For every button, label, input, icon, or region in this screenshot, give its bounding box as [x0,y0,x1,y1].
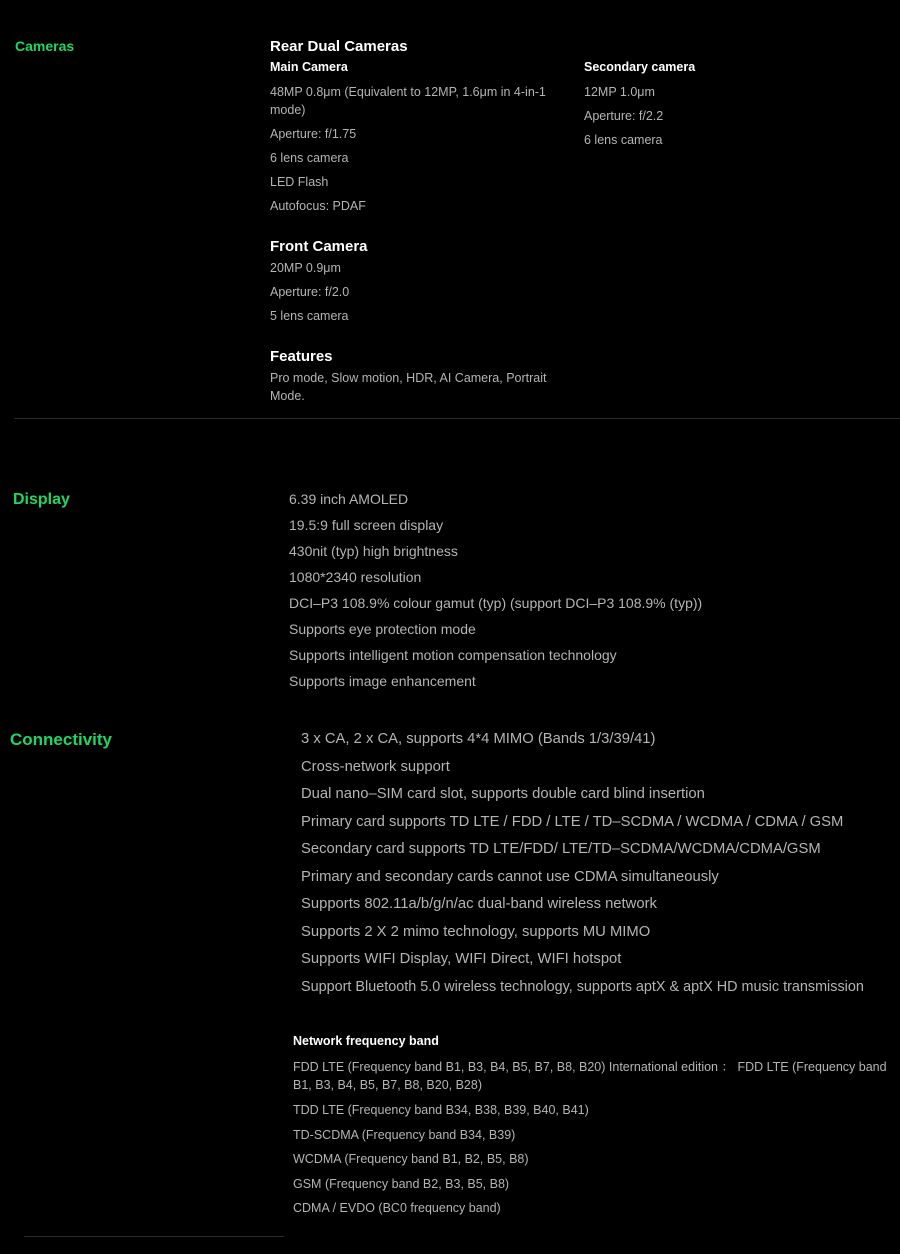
secondary-camera-spec: 12MP 1.0μm [584,85,655,99]
display-spec: 430nit (typ) high brightness [289,543,458,559]
secondary-camera-spec: Aperture: f/2.2 [584,109,664,123]
display-spec: DCI–P3 108.9% colour gamut (typ) (support DCI–P3 108.9% (typ)) [289,595,703,611]
main-camera-spec: Aperture: f/1.75 [270,127,357,141]
connectivity-spec: Supports 802.11a/b/g/n/ac dual-band wireless network [301,896,657,912]
network-band-spec: CDMA / EVDO (BC0 frequency band) [293,1201,501,1215]
connectivity-spec: Supports WIFI Display, WIFI Direct, WIFI hotspot [301,951,622,967]
display-spec: Supports intelligent motion compensation technology [289,647,617,663]
network-band-specs [293,1058,893,1224]
secondary-camera-spec: 6 lens camera [584,133,663,147]
connectivity-specs [301,728,864,1003]
features-title: Features [270,348,333,365]
network-band-spec: GSM (Frequency band B2, B3, B5, B8) [293,1176,510,1191]
display-spec: 19.5:9 full screen display [289,517,444,533]
network-band-spec: FDD LTE (Frequency band B1, B3, B4, B5, B7, B8, B20) International edition ： FDD LTE (Frequency band B1, B3, B4, B5, B7, B8, B20, B28) [293,1060,887,1092]
rear-cameras-title: Rear Dual Cameras [270,38,408,55]
connectivity-spec: 3 x CA, 2 x CA, supports 4*4 MIMO (Bands 1/3/39/41) [301,731,656,747]
cameras-divider [14,418,900,419]
network-band-title: Network frequency band [293,1034,439,1048]
main-camera-spec: 6 lens camera [270,151,349,165]
front-camera-title: Front Camera [270,238,368,255]
secondary-camera-subtitle: Secondary camera [584,60,696,74]
cameras-section-label: Cameras [15,38,75,54]
display-spec: 1080*2340 resolution [289,569,422,585]
network-band-spec: WCDMA (Frequency band B1, B2, B5, B8) [293,1152,529,1166]
connectivity-spec: Secondary card supports TD LTE/FDD/ LTE/TD–SCDMA/WCDMA/CDMA/GSM [301,841,821,857]
main-camera-spec: 48MP 0.8μm (Equivalent to 12MP, 1.6μm in 4-in-1 mode) [270,85,546,117]
display-spec: 6.39 inch AMOLED [289,491,409,507]
front-camera-spec: 5 lens camera [270,309,349,323]
front-camera-specs [270,259,349,331]
front-camera-spec: 20MP 0.9μm [270,261,341,275]
bottom-divider [24,1236,284,1237]
secondary-camera-specs [584,83,663,155]
connectivity-spec: Primary and secondary cards cannot use CDMA simultaneously [301,868,719,885]
connectivity-spec: Cross-network support [301,758,450,775]
connectivity-section-label: Connectivity [10,730,113,749]
connectivity-spec: Primary card supports TD LTE / FDD / LTE / TD–SCDMA / WCDMA / CDMA / GSM [301,813,844,830]
main-camera-specs [270,83,570,221]
connectivity-spec: Dual nano–SIM card slot, supports double card blind insertion [301,786,705,802]
main-camera-subtitle: Main Camera [270,60,348,74]
display-spec: Supports eye protection mode [289,621,476,637]
features-text: Pro mode, Slow motion, HDR, AI Camera, Portrait Mode. [270,371,547,403]
front-camera-spec: Aperture: f/2.0 [270,285,350,299]
network-band-spec: TDD LTE (Frequency band B34, B38, B39, B40, B41) [293,1103,589,1117]
connectivity-spec: Supports 2 X 2 mimo technology, supports MU MIMO [301,923,651,940]
main-camera-spec: LED Flash [270,175,329,189]
connectivity-spec: Support Bluetooth 5.0 wireless technology, supports aptX & aptX HD music transmission [301,978,864,995]
display-spec: Supports image enhancement [289,673,476,689]
display-specs [289,489,702,697]
main-camera-spec: Autofocus: PDAF [270,199,366,213]
network-band-spec: TD-SCDMA (Frequency band B34, B39) [293,1127,516,1142]
display-section-label: Display [13,491,70,508]
